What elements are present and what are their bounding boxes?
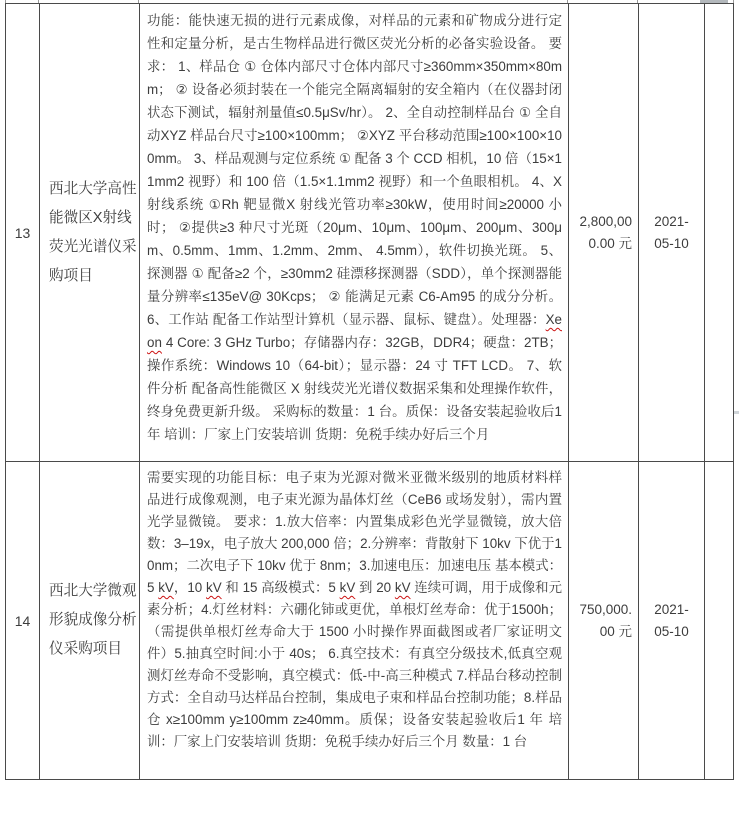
text-segment: 到 20 bbox=[355, 580, 395, 595]
misspelled-word: kV bbox=[339, 580, 356, 595]
project-name-cell: 西北大学微观形貌成像分析仪采购项目 bbox=[39, 462, 139, 779]
table-row bbox=[6, 4, 733, 461]
misspelled-word: kV bbox=[394, 580, 411, 595]
misspelled-word: Xeon bbox=[147, 312, 562, 350]
project-name-cell: 西北大学高性能微区X射线荧光光谱仪采购项目 bbox=[39, 4, 139, 461]
table-row bbox=[6, 461, 733, 779]
text-segment: 连续可调，用于成像和元素分析；4.灯丝材料：六硼化铈或更优，单根灯丝寿命：优于1500h；（需提供单根灯丝寿命大于 1500 小时操作界面截图或者厂家证明文件）5.抽真空时间:小于 40s； 6.真空技术：有真空分级技术,低真空观测灯丝寿命不受影响，真空模式：低-中-高三种模式 7.样品台移动控制方式：全自动马达样品台控制，集成电子束和样品台控制功能；8.样品仓 x≥100mm y≥100mm z≥40mm。质保；设备安装起验收后1 年 培训：厂家上门安装培训 货期：免税手续办好后三个月 数量：1 台 bbox=[147, 580, 562, 749]
misspelled-word: kV bbox=[206, 580, 222, 595]
empty-cell bbox=[704, 4, 733, 461]
description-cell bbox=[139, 4, 568, 461]
text-segment: 需要实现的功能目标：电子束为光源对微米亚微米级别的地质材料样品进行成像观测，电子束光源为晶体灯丝（CeB6 或场发射），需内置光学显微镜。 要求：1.放大倍率：内置集成彩色光学显微镜，放大倍数：3–19x，电子放大 200,000 倍；2.分辨率：背散射下 10kv 下优于10nm；二次电子下 10kv 优于 8nm；3.加速电压：加速电压 基本模式：5 bbox=[147, 470, 562, 595]
text-segment: 功能：能快速无损的进行元素成像，对样品的元素和矿物成分进行定性和定量分析，是古生物样品进行微区荧光分析的必备实验设备。 要求： 1、样品仓 ① 仓体内部尺寸仓体内部尺寸≥360mm×350mm×80mm； ② 设备必须封装在一个能完全隔离辐射的安全箱内（在仪器封闭状态下测试，辐射剂量值≤0.5μSv/hr）。 2、全自动控制样品台 ① 全自动XYZ 样品台尺寸≥100×100mm； ②XYZ 平台移动范围≥100×100×100mm。 3、样品观测与定位系统 ① 配备 3 个 CCD 相机，10 倍（15×11mm2 视野）和 100 倍（1.5×1.1mm2 视野）和一个鱼眼相机。 4、X 射线系统 ①Rh 靶显微X 射线光管功率≥30kW，使用时间≥20000 小时； ②提供≥3 种尺寸光斑（20μm、10μm、100μm、200μm、300μm、0.5mm、1mm、1.2mm、2mm、 4.5mm），软件切换光斑。 5、探测器 ① 配备≥2 个，≥30mm2 硅漂移探测器（SDD），单个探测器能量分辨率≤135eV@ 30Kcps； ② 能满足元素 C6-Am95 的成分分析。 6、工作站 配备工作站型计算机（显示器、鼠标、键盘）。处理器： bbox=[147, 13, 562, 327]
budget-cell: 2,800,000.00 元 bbox=[568, 4, 638, 461]
text-segment: 4 Core: 3 GHz Turbo；存储器内存：32GB，DDR4；硬盘：2TB；操作系统：Windows 10（64-bit）；显示器：24 寸 TFT LCD。 7、软件分析 配备高性能微区 X 射线荧光光谱仪数据采集和处理操作软件，终身免费更新升级。 采购标的数量：1 台。质保：设备安装起验收后1年 培训：厂家上门安装培训 货期：免税手续办好后三个月 bbox=[147, 335, 562, 442]
misspelled-word: kV bbox=[158, 580, 174, 595]
budget-cell: 750,000.00 元 bbox=[568, 462, 638, 779]
text-segment: ，10 bbox=[173, 580, 206, 595]
empty-cell bbox=[704, 462, 733, 779]
procurement-table bbox=[5, 3, 734, 780]
date-cell: 2021-05-10 bbox=[638, 462, 704, 779]
description-cell bbox=[139, 462, 568, 779]
row-number-cell: 13 bbox=[14, 224, 31, 241]
page-edge-tick bbox=[734, 411, 739, 414]
row-number-cell: 14 bbox=[14, 612, 31, 629]
text-segment: 和 15 高级模式：5 bbox=[221, 580, 340, 595]
date-cell: 2021-05-10 bbox=[638, 4, 704, 461]
